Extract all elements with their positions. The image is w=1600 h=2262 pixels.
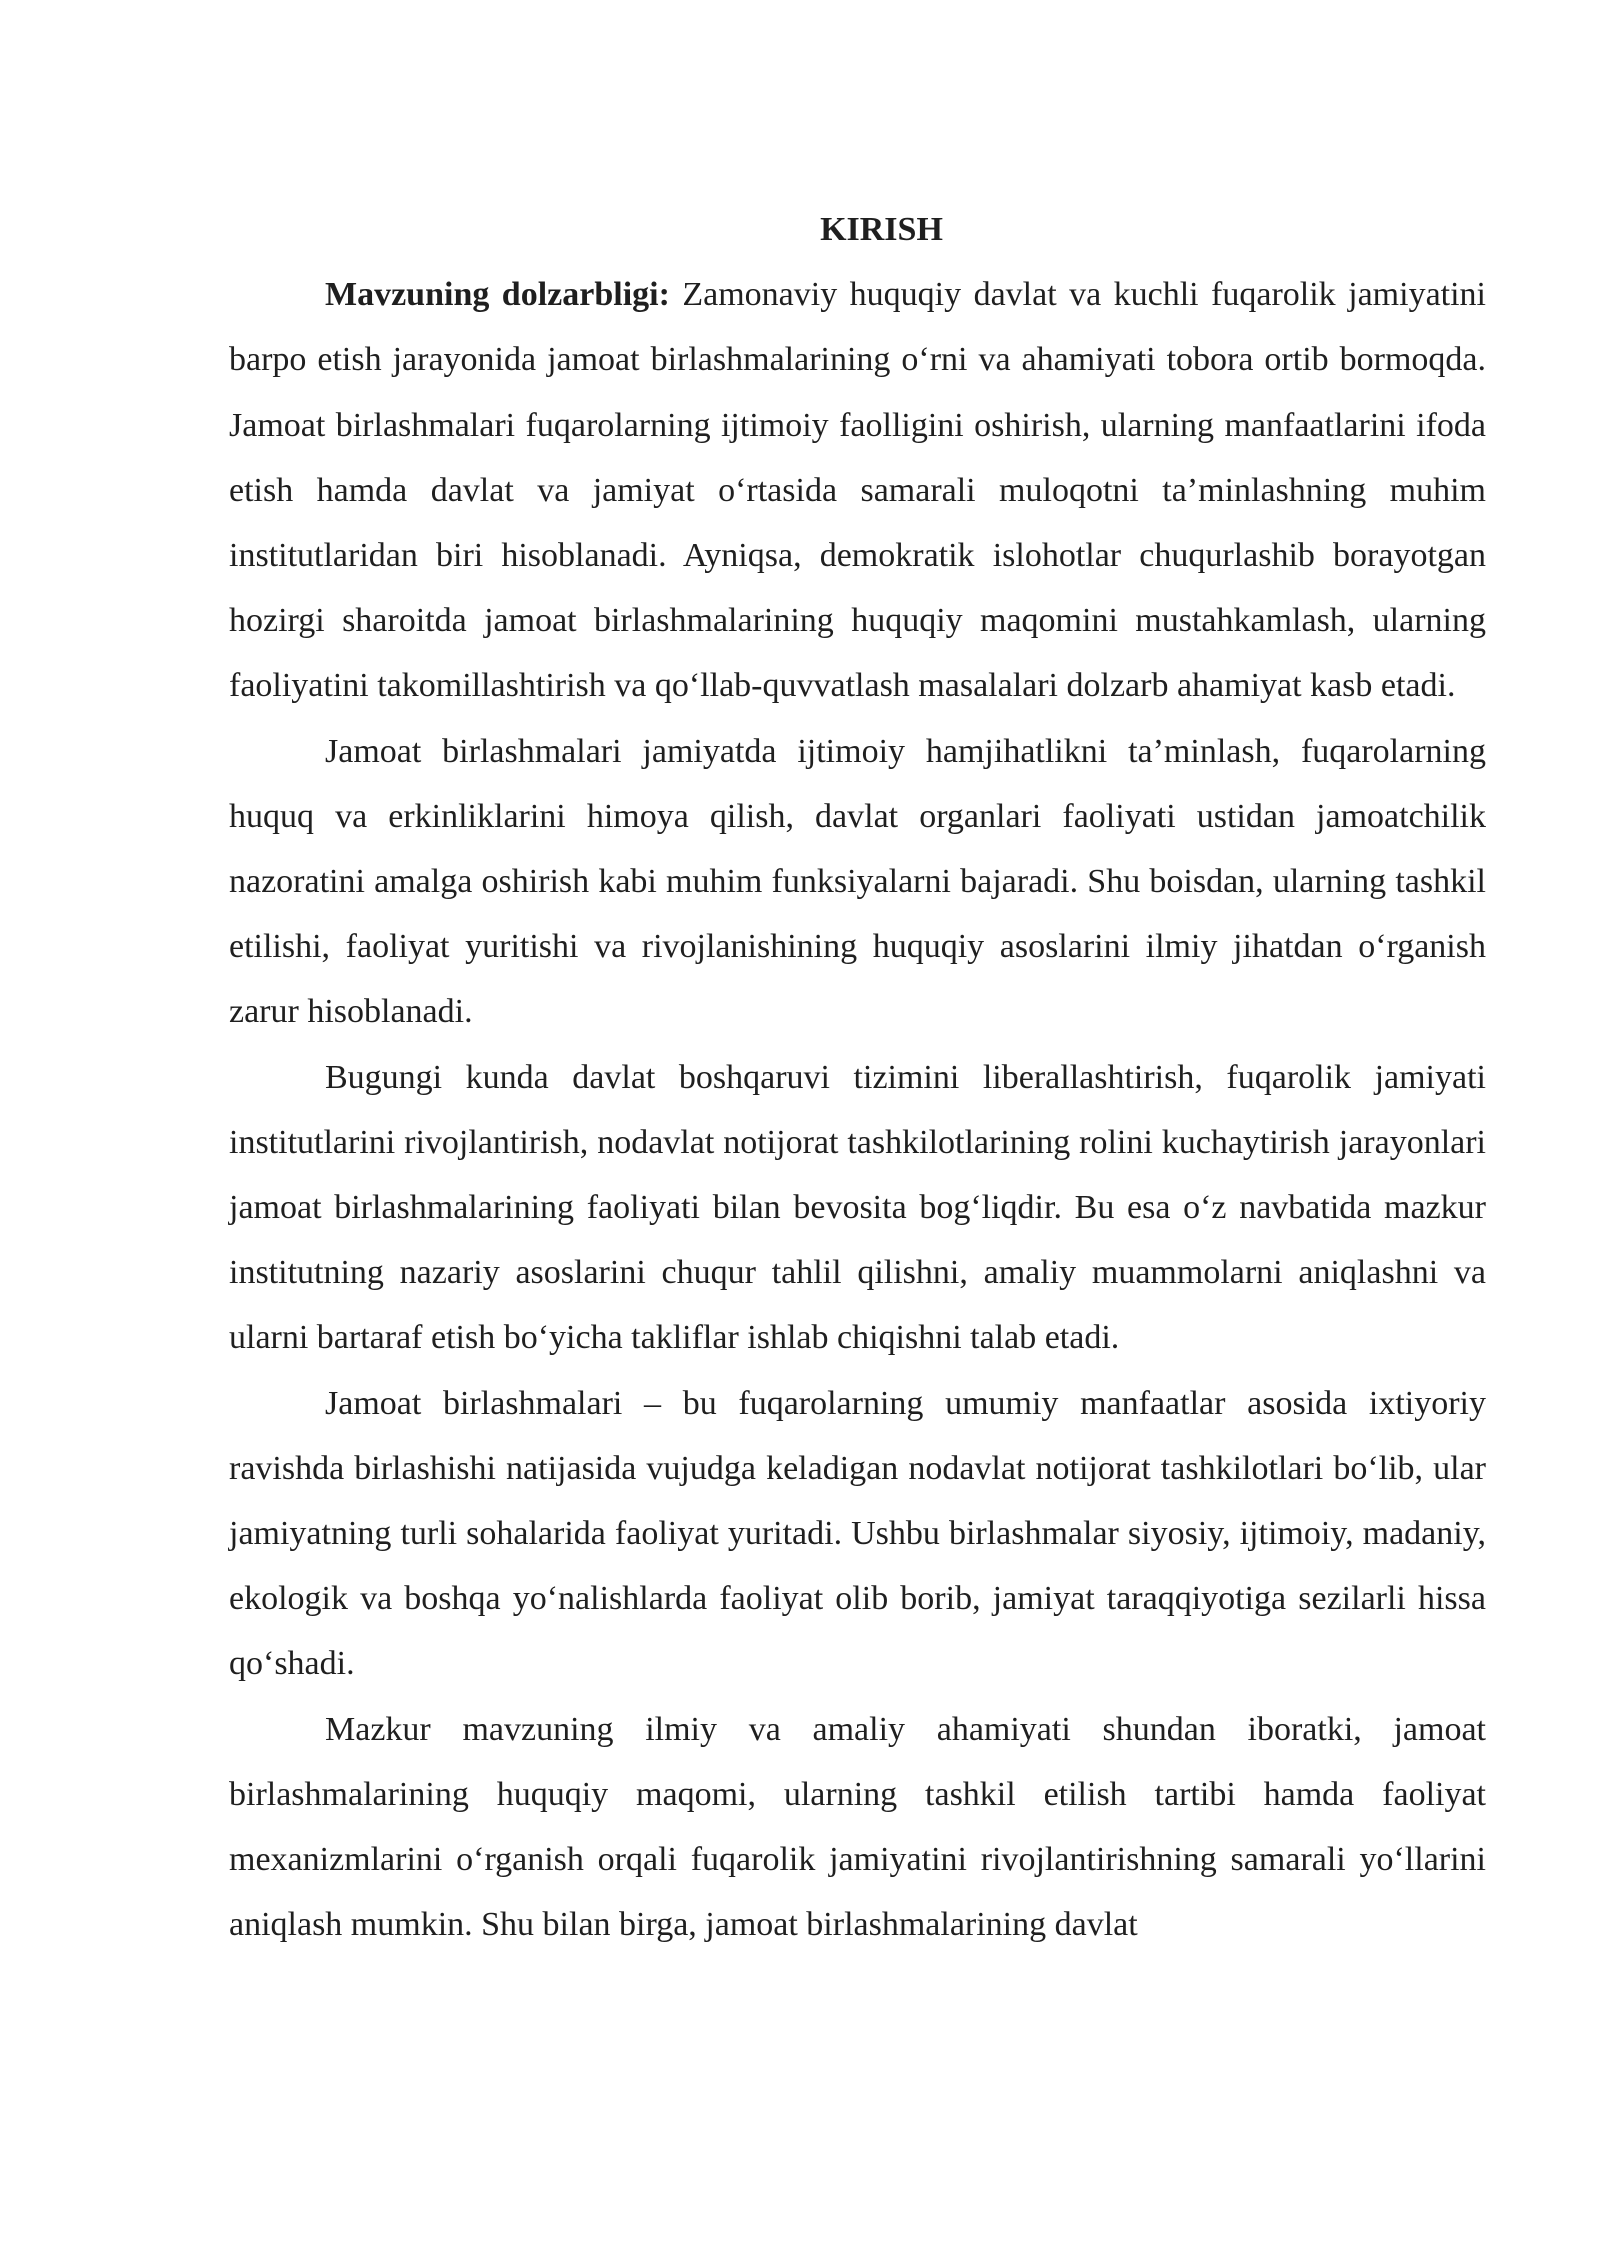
paragraph-1 xyxy=(229,262,1486,718)
paragraph-4: Jamoat birlashmalari – bu fuqarolarning umumiy manfaatlar asosida ixtiyoriy ravishda birlashishi natijasida vujudga keladigan nodavlat notijorat tashkilotlari bo‘lib, ular jamiyatning turli sohalarida faoliyat yuritadi. Ushbu birlashmalar siyosiy, ijtimoiy, madaniy, ekologik va boshqa yo‘nalishlarda faoliyat olib borib, jamiyat taraqqiyotiga sezilarli hissa qo‘shadi. xyxy=(229,1384,1486,1683)
paragraph-2: Jamoat birlashmalari jamiyatda ijtimoiy hamjihatlikni ta’minlash, fuqarolarning huquq va erkinliklarini himoya qilish, davlat organlari faoliyati ustidan jamoatchilik nazoratini amalga oshirish kabi muhim funksiyalarni bajaradi. Shu boisdan, ularning tashkil etilishi, faoliyat yuritishi va rivojlanishining huquqiy asoslarini ilmiy jihatdan o‘rganish zarur hisoblanadi. xyxy=(229,732,1486,1031)
document-body xyxy=(229,197,1486,1957)
paragraph-3: Bugungi kunda davlat boshqaruvi tizimini liberallashtirish, fuqarolik jamiyati institutlarini rivojlantirish, nodavlat notijorat tashkilotlarining rolini kuchaytirish jarayonlari jamoat birlashmalarining faoliyati bilan bevosita bog‘liqdir. Bu esa o‘z navbatida mazkur institutning nazariy asoslarini chuqur tahlil qilishni, amaliy muammolarni aniqlashni va ularni bartaraf etish bo‘yicha takliflar ishlab chiqishni talab etadi. xyxy=(229,1058,1486,1357)
paragraph-1-text: Zamonaviy huquqiy davlat va kuchli fuqarolik jamiyatini barpo etish jarayonida jamoat birlashmalarining o‘rni va ahamiyati tobora ortib bormoqda. Jamoat birlashmalari fuqarolarning ijtimoiy faolligini oshirish, ularning manfaatlarini ifoda etish hamda davlat va jamiyat o‘rtasida samarali muloqotni ta’minlashning muhim institutlaridan biri hisoblanadi. Ayniqsa, demokratik islohotlar chuqurlashib borayotgan hozirgi sharoitda jamoat birlashmalarining huquqiy maqomini mustahkamlash, ularning faoliyatini takomillashtirish va qo‘llab-quvvatlash masalalari dolzarb ahamiyat kasb etadi. xyxy=(229,276,1486,705)
paragraph-5: Mazkur mavzuning ilmiy va amaliy ahamiyati shundan iboratki, jamoat birlashmalarining huquqiy maqomi, ularning tashkil etilish tartibi hamda faoliyat mexanizmlarini o‘rganish orqali fuqarolik jamiyatini rivojlantirishning samarali yo‘llarini aniqlash mumkin. Shu bilan birga, jamoat birlashmalarining davlat xyxy=(229,1710,1486,1944)
lead-label: Mavzuning dolzarbligi: xyxy=(325,276,670,314)
page-title: KIRISH xyxy=(820,211,943,248)
